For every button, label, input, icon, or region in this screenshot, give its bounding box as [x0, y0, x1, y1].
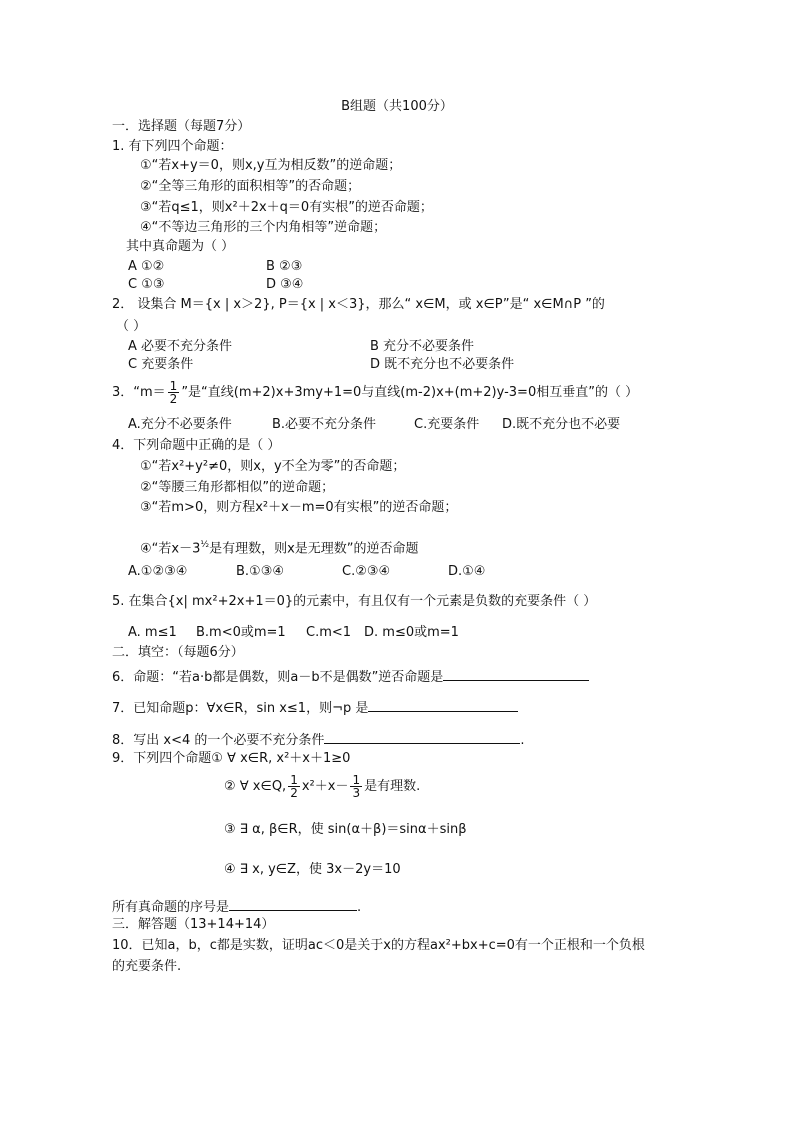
- q2-paren: （ ）: [116, 319, 147, 334]
- q1-item-4: ④“不等边三角形的三个内角相等”逆命题；: [140, 220, 387, 235]
- q9-answer-period: .: [357, 900, 362, 915]
- q7-text: 7．已知命题p：∀x∈R，sin x≤1，则¬p 是: [112, 701, 369, 716]
- q1-option-d: D ③④: [266, 277, 304, 292]
- q3-option-d: D.既不充分也不必要: [502, 417, 621, 432]
- q4-item-2: ②“等腰三角形都相似”的逆命题；: [140, 480, 335, 495]
- q9-answer-line: [112, 896, 361, 917]
- q3-stem-post: ”是“直线(m+2)x+3my+1=0与直线(m-2)x+(m+2)y-3=0相互垂直”的（ ）: [181, 385, 639, 400]
- q1-option-c: C ①③: [128, 277, 165, 292]
- q3-stem-pre: 3．“m＝: [112, 385, 166, 400]
- q4-item-1: ①“若x²+y²≠0，则x，y不全为零”的否命题；: [140, 459, 406, 474]
- q4-option-a: A.①②③④: [128, 564, 188, 579]
- q9-fraction-1-denominator: 2: [290, 786, 298, 800]
- q6-text: 6．命题：“若a·b都是偶数，则a－b不是偶数”逆否命题是: [112, 670, 444, 685]
- q6-answer-blank[interactable]: [443, 666, 589, 681]
- q3-stem: [112, 378, 638, 408]
- q9-fraction-2-numerator: 1: [352, 773, 361, 787]
- q4-option-d: D.①④: [448, 564, 486, 579]
- q4-item-4-pre: ④“若x－3: [140, 541, 201, 557]
- q8-text: 8．写出 x<4 的一个必要不充分条件: [112, 733, 325, 748]
- q9-item-2: [224, 772, 420, 802]
- q9-answer-text: 所有真命题的序号是: [112, 900, 230, 915]
- q2-option-b: B 充分不必要条件: [370, 339, 475, 354]
- q2-option-c: C 充要条件: [128, 357, 194, 372]
- q9-fraction-2: [350, 774, 362, 799]
- q3-option-b: B.必要不充分条件: [272, 417, 377, 432]
- q1-item-3: ③“若q≤1，则x²＋2x＋q＝0有实根”的逆否命题；: [140, 200, 433, 215]
- section-heading-choice: 一．选择题（每题7分）: [112, 119, 251, 134]
- q9-fraction-1-numerator: 1: [290, 773, 298, 787]
- q1-stem: 1. 有下列四个命题：: [112, 139, 233, 154]
- q8-period: .: [520, 733, 525, 748]
- q9-item-2-mid: x²＋x－: [301, 779, 349, 794]
- q3-fraction: [168, 380, 180, 405]
- q9-answer-blank[interactable]: [229, 896, 357, 911]
- q5-option-c: C.m<1: [306, 625, 352, 640]
- q3-fraction-denominator: 2: [169, 392, 178, 406]
- q1-ask: 其中真命题为（ ）: [126, 239, 235, 254]
- q1-item-2: ②“全等三角形的面积相等”的否命题；: [140, 179, 361, 194]
- q1-option-b: B ②③: [266, 259, 303, 274]
- q8-stem: [112, 729, 525, 750]
- q9-fraction-1: [288, 774, 300, 799]
- q9-item-2-post: 是有理数.: [364, 779, 421, 794]
- q9-fraction-2-denominator: 3: [352, 786, 361, 800]
- page-title: B组题（共100分）: [341, 99, 453, 114]
- q2-option-d: D 既不充分也不必要条件: [370, 357, 515, 372]
- section-heading-fill: 二．填空：（每题6分）: [112, 645, 244, 660]
- q5-stem: 5. 在集合{x| mx²+2x+1＝0}的元素中，有且仅有一个元素是负数的充要条件（ ）: [112, 594, 597, 609]
- q4-option-b: B.①③④: [236, 564, 285, 579]
- q4-option-c: C.②③④: [342, 564, 391, 579]
- q1-item-1: ①“若x+y＝0，则x,y互为相反数”的逆命题；: [140, 158, 402, 173]
- q1-option-a: A ①②: [128, 259, 165, 274]
- q2-option-a: A 必要不充分条件: [128, 339, 233, 354]
- q10-line-1: 10．已知a，b，c都是实数，证明ac＜0是关于x的方程ax²+bx+c=0有一个正根和一个负根: [112, 938, 645, 953]
- q4-item-4: [140, 536, 419, 558]
- q8-answer-blank[interactable]: [324, 729, 520, 744]
- q3-option-c: C.充要条件: [414, 417, 480, 432]
- q3-fraction-numerator: 1: [169, 379, 178, 393]
- q7-stem: [112, 697, 518, 718]
- q9-item-4: ④ ∃ x, y∈Z，使 3x－2y＝10: [224, 862, 401, 877]
- q6-stem: [112, 666, 589, 687]
- q4-item-3: ③“若m>0，则方程x²＋x－m=0有实根”的逆否命题；: [140, 500, 458, 515]
- q4-item-4-exponent: ½: [200, 540, 210, 550]
- section-heading-solve: 三．解答题（13+14+14）: [112, 917, 275, 932]
- q5-option-d: D. m≤0或m=1: [364, 625, 459, 640]
- q4-item-4-post: 是有理数，则x是无理数”的逆否命题: [209, 541, 419, 557]
- q10-line-2: 的充要条件.: [112, 959, 182, 974]
- q2-stem: 2． 设集合 M＝{x | x＞2}, P＝{x | x＜3}，那么“ x∈M，或 x∈P”是“ x∈M∩P ”的: [112, 297, 605, 312]
- q3-option-a: A.充分不必要条件: [128, 417, 232, 432]
- q4-stem: 4．下列命题中正确的是（ ）: [112, 438, 281, 453]
- q9-item-3: ③ ∃ α, β∈R，使 sin(α＋β)＝sinα＋sinβ: [224, 822, 467, 837]
- q9-item-2-pre: ② ∀ x∈Q,: [224, 779, 287, 794]
- q9-stem: 9．下列四个命题① ∀ x∈R, x²＋x＋1≥0: [112, 751, 351, 766]
- q7-answer-blank[interactable]: [368, 697, 518, 712]
- q5-option-a: A. m≤1: [128, 625, 177, 640]
- q5-option-b: B.m<0或m=1: [196, 625, 286, 640]
